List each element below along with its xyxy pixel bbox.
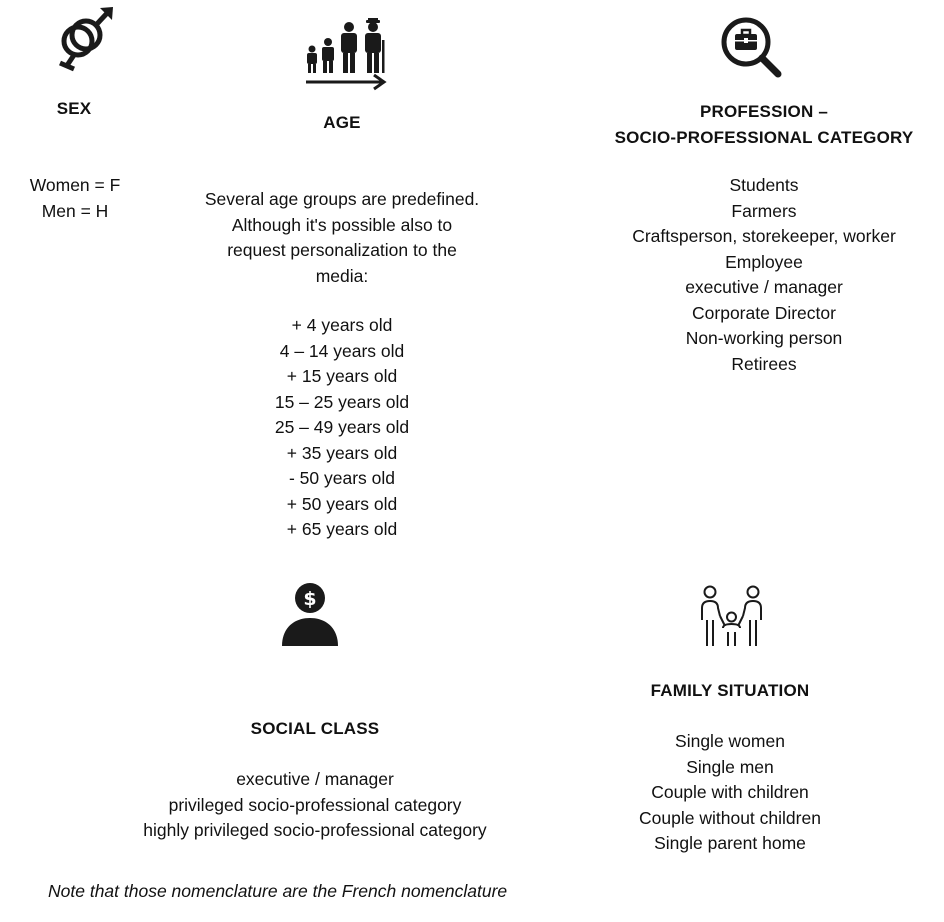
sex-heading: SEX <box>56 99 92 118</box>
family-icon <box>696 584 768 648</box>
age-group: + 15 years old <box>286 366 398 386</box>
profession-list <box>594 173 934 377</box>
age-intro-line: request personalization to the <box>227 240 457 260</box>
family-item: Single men <box>686 756 774 777</box>
social-class-item: highly privileged socio-professional category <box>143 820 487 840</box>
family-item: Single parent home <box>654 833 806 853</box>
social-class-heading: SOCIAL CLASS <box>250 719 380 738</box>
profession-item: Non-working person <box>685 328 843 348</box>
age-group: 15 – 25 years old <box>274 391 410 412</box>
family-list <box>590 729 870 857</box>
profession-heading <box>594 99 934 151</box>
age-intro-line: Although it's possible also to <box>231 214 453 235</box>
social-class-item: executive / manager <box>236 769 394 789</box>
age-intro-line: media: <box>315 265 369 286</box>
sex-value: Women = F <box>29 175 121 195</box>
profession-item: Craftsperson, storekeeper, worker <box>632 226 896 246</box>
family-heading: FAMILY SITUATION <box>650 681 810 700</box>
profession-item: Retirees <box>731 353 797 374</box>
profession-item: Corporate Director <box>692 302 836 323</box>
profession-item: Employee <box>725 251 803 272</box>
person-dollar-icon <box>280 582 340 648</box>
age-group: - 50 years old <box>288 468 396 488</box>
profession-item: Farmers <box>731 200 797 221</box>
profession-heading-line: PROFESSION – <box>699 102 829 121</box>
age-intro <box>172 187 512 289</box>
age-intro-line: Several age groups are predefined. <box>204 189 480 209</box>
age-group: 25 – 49 years old <box>274 417 410 437</box>
age-group: + 35 years old <box>286 442 398 463</box>
social-class-list <box>110 767 520 844</box>
family-item: Couple without children <box>639 807 821 828</box>
profession-item: Students <box>729 175 799 195</box>
sex-values <box>10 173 140 224</box>
svg-text:$: $ <box>303 588 317 610</box>
age-group: + 50 years old <box>286 493 398 514</box>
age-group: + 65 years old <box>286 519 398 539</box>
briefcase-search-icon <box>718 14 784 78</box>
age-progression-icon <box>302 18 390 92</box>
footnote: Note that those nomenclature are the French nomenclature <box>48 881 508 901</box>
family-item: Couple with children <box>651 782 809 802</box>
sex-value: Men = H <box>41 200 109 221</box>
age-group: + 4 years old <box>291 315 393 335</box>
family-item: Single women <box>675 731 785 751</box>
gender-symbols-icon <box>52 5 116 77</box>
profession-heading-line: SOCIO-PROFESSIONAL CATEGORY <box>614 128 914 147</box>
age-group: 4 – 14 years old <box>279 340 405 361</box>
social-class-item: privileged socio-professional category <box>168 794 462 815</box>
age-heading: AGE <box>323 113 361 132</box>
profession-item: executive / manager <box>685 277 843 297</box>
age-groups-list <box>242 313 442 543</box>
